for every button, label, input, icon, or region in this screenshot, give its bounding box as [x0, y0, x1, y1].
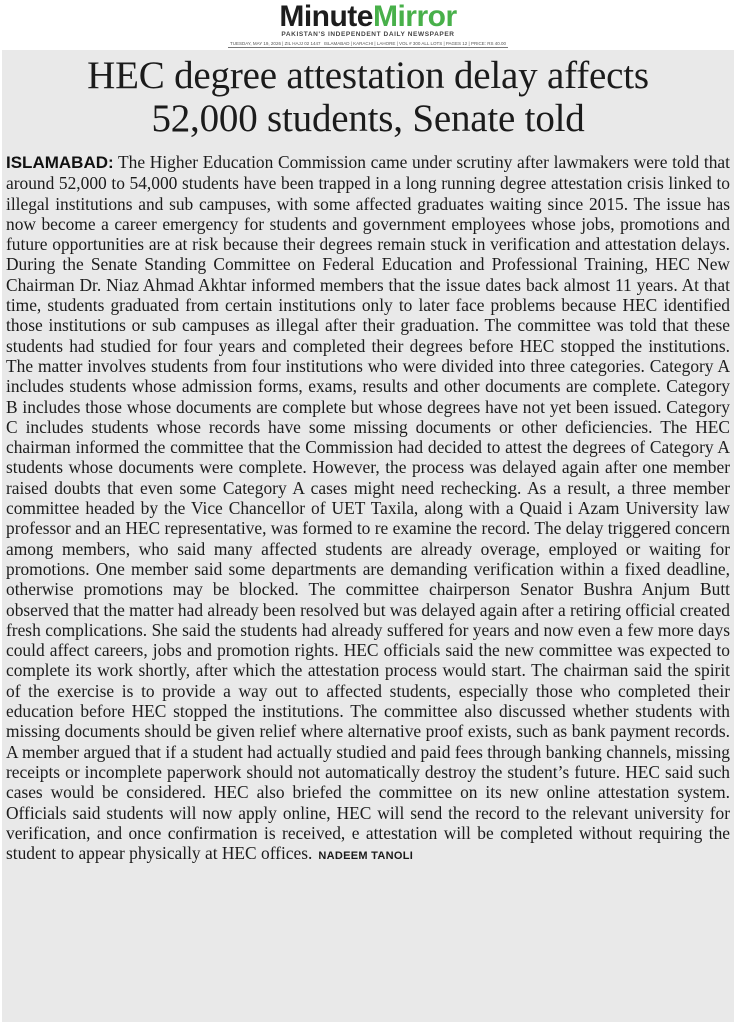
article-body: [6, 152, 730, 866]
masthead-divider: [228, 47, 508, 48]
logo-mirror-text: Mirror: [372, 0, 457, 33]
headline-line-2: 52,000 students, Senate told: [151, 97, 585, 140]
article-clipping: [2, 50, 734, 1022]
masthead-tagline: PAKISTAN'S INDEPENDENT DAILY NEWSPAPER: [281, 31, 455, 38]
edition-info: ISLAMABAD | KARACHI | LAHORE | VOL # 300 ALL LOTS | PAGES 12 | PRICE: RS 40.00: [323, 41, 506, 46]
headline-line-1: HEC degree attestation delay affects: [87, 54, 649, 97]
issue-date: TUESDAY, MAY 19, 2026 | ZIL HAJJ 02 1447: [230, 41, 321, 46]
article-text: The Higher Education Commission came under scrutiny after lawmakers were told that around 52,000 to 54,000 students have been trapped in a long running degree attestation crisis linked to illegal institutions and sub campuses, with some affected graduates waiting since 2015. The issue has now become a career emergency for students and government employees whose jobs, promotions and future opportunities are at risk because their degrees remain stuck in verification and attestation delays. During the Senate Standing Committee on Federal Education and Professional Training, HEC New Chairman Dr. Niaz Ahmad Akhtar informed members that the issue dates back almost 11 years. At that time, students graduated from certain institutions only to later face problems because HEC identified those institutions or sub campuses as illegal after their graduation. The committee was told that these students had studied for four years and completed their degrees before HEC stopped the institutions. The matter involves students from four institutions who were divided into three categories. Category A includes students whose admission forms, exams, results and other documents are complete. Category B includes those whose documents are complete but whose degrees have not yet been issued. Category C includes students whose records have some missing documents or other deficiencies. The HEC chairman informed the committee that the Commission had decided to attest the degrees of Category A students whose documents were complete. However, the process was delayed again after one member raised doubts that even some Category A cases might need rechecking. As a result, a three member committee headed by the Vice Chancellor of UET Taxila, along with a Quaid i Azam University law professor and an HEC representative, was formed to re examine the record. The delay triggered concern among members, who said many affected students are already overage, employed or waiting for promotions. One member said some departments are demanding verification within a fixed deadline, otherwise promotions may be blocked. The committee chairperson Senator Bushra Anjum Butt observed that the matter had already been resolved but was delayed again after a retiring official created fresh complications. She said the students had already suffered for years and now even a few more days could affect careers, jobs and promotion rights. HEC officials said the new committee was expected to complete its work shortly, after which the attestation process would start. The chairman said the spirit of the exercise is to provide a way out to affected students, especially those who completed their education before HEC stopped the institutions. The committee also discussed whether students with missing documents should be given relief where alternative proof exists, such as bank payment records. A member argued that if a student had actually studied and paid fees through banking channels, missing receipts or incomplete paperwork should not automatically destroy the student’s future. HEC said such cases would be considered. HEC also briefed the committee on its new online attestation system. Officials said students will now apply online, HEC will send the record to the relevant university for verification, and once confirmation is received, e attestation will be completed without requiring the student to appear physically at HEC offices.: [6, 152, 730, 864]
article-byline: NADEEM TANOLI: [318, 850, 414, 863]
article-headline: [6, 54, 730, 140]
logo-minute-text: Minute: [279, 0, 373, 33]
masthead: [0, 0, 736, 50]
newspaper-logo: [0, 0, 736, 34]
article-dateline: ISLAMABAD:: [6, 153, 114, 172]
